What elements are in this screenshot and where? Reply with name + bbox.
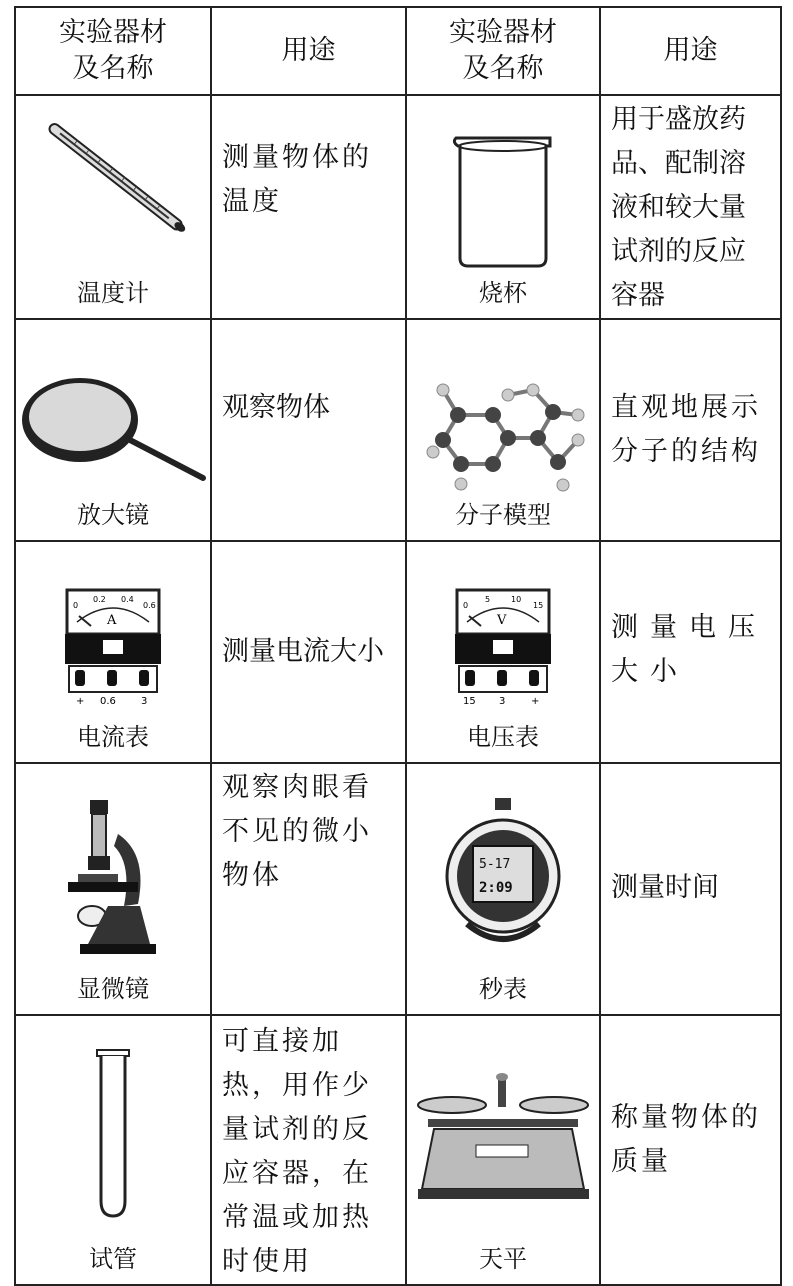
usage-text: 称量物体的质量 — [611, 1102, 761, 1177]
stopwatch-image — [443, 794, 563, 964]
usage-cell — [600, 95, 781, 319]
usage-cell — [600, 319, 781, 541]
molecule-model-image — [413, 360, 593, 500]
equipment-name: 试管 — [89, 1245, 137, 1273]
svg-text:0.6: 0.6 — [100, 696, 116, 707]
header-equipment-name-2: 实验器材 及名称 — [406, 7, 600, 95]
usage-text: 观察物体 — [222, 392, 330, 423]
equipment-name: 电压表 — [467, 723, 539, 751]
table-row — [15, 541, 781, 763]
svg-text:0.6: 0.6 — [143, 601, 156, 610]
equipment-name: 天平 — [479, 1245, 527, 1273]
test-tube-image — [83, 1046, 143, 1221]
stopwatch-cell — [406, 763, 600, 1015]
table-row — [15, 763, 781, 1015]
ammeter-image — [63, 586, 163, 716]
microscope-image — [58, 794, 168, 964]
usage-text: 直观地展示分子的结构 — [611, 392, 761, 467]
equipment-name: 放大镜 — [77, 501, 149, 529]
microscope-cell — [15, 763, 211, 1015]
usage-text: 用于盛放药品、配制溶液和较大量试剂的反应容器 — [611, 104, 746, 311]
svg-text:5-17: 5-17 — [479, 857, 511, 872]
header-equipment-name: 实验器材 及名称 — [15, 7, 211, 95]
svg-text:0.4: 0.4 — [121, 595, 134, 604]
usage-cell — [211, 763, 406, 1015]
header-row — [15, 7, 781, 95]
balance-cell — [406, 1015, 600, 1285]
magnifier-image — [18, 360, 208, 500]
usage-cell — [600, 541, 781, 763]
svg-text:10: 10 — [511, 595, 522, 604]
svg-text:0.2: 0.2 — [93, 595, 106, 604]
usage-text: 测量电压大小 — [611, 612, 767, 687]
svg-text:0: 0 — [73, 601, 79, 610]
svg-text:0: 0 — [463, 601, 469, 610]
usage-text: 测量时间 — [611, 872, 719, 903]
svg-text:+: + — [76, 696, 85, 707]
usage-text: 可直接加热，用作少量试剂的反应容器，在常温或加热时使用 — [222, 1026, 372, 1277]
equipment-name: 温度计 — [77, 279, 149, 307]
table-row — [15, 95, 781, 319]
svg-text:A: A — [107, 613, 117, 628]
thermometer-cell — [15, 95, 211, 319]
table-row — [15, 319, 781, 541]
svg-text:V: V — [497, 613, 507, 628]
equipment-name: 显微镜 — [77, 975, 149, 1003]
usage-cell — [211, 319, 406, 541]
svg-text:2:09: 2:09 — [479, 880, 513, 896]
beaker-image — [438, 126, 568, 276]
equipment-name: 烧杯 — [479, 279, 527, 307]
svg-text:3: 3 — [499, 696, 506, 707]
equipment-table — [14, 6, 782, 1286]
svg-text:15: 15 — [463, 696, 476, 707]
beaker-cell — [406, 95, 600, 319]
svg-text:5: 5 — [485, 595, 491, 604]
svg-text:3: 3 — [141, 696, 148, 707]
header-usage: 用途 — [211, 7, 406, 95]
equipment-name: 分子模型 — [455, 501, 551, 529]
balance-image — [416, 1071, 591, 1211]
equipment-name: 电流表 — [77, 723, 149, 751]
header-usage-2: 用途 — [600, 7, 781, 95]
svg-text:15: 15 — [533, 601, 544, 610]
usage-cell — [211, 95, 406, 319]
ammeter-cell — [15, 541, 211, 763]
usage-cell — [211, 541, 406, 763]
table-row — [15, 1015, 781, 1285]
voltmeter-image — [453, 586, 553, 716]
voltmeter-cell — [406, 541, 600, 763]
equipment-name: 秒表 — [479, 975, 527, 1003]
usage-text: 测量电流大小 — [222, 636, 384, 667]
test-tube-cell — [15, 1015, 211, 1285]
usage-text: 测量物体的温度 — [222, 142, 372, 217]
svg-text:+: + — [531, 696, 540, 707]
thermometer-image — [23, 96, 203, 266]
usage-cell — [211, 1015, 406, 1285]
usage-cell — [600, 1015, 781, 1285]
usage-cell — [600, 763, 781, 1015]
usage-text: 观察肉眼看不见的微小物体 — [222, 772, 372, 891]
magnifier-cell — [15, 319, 211, 541]
molecule-cell — [406, 319, 600, 541]
